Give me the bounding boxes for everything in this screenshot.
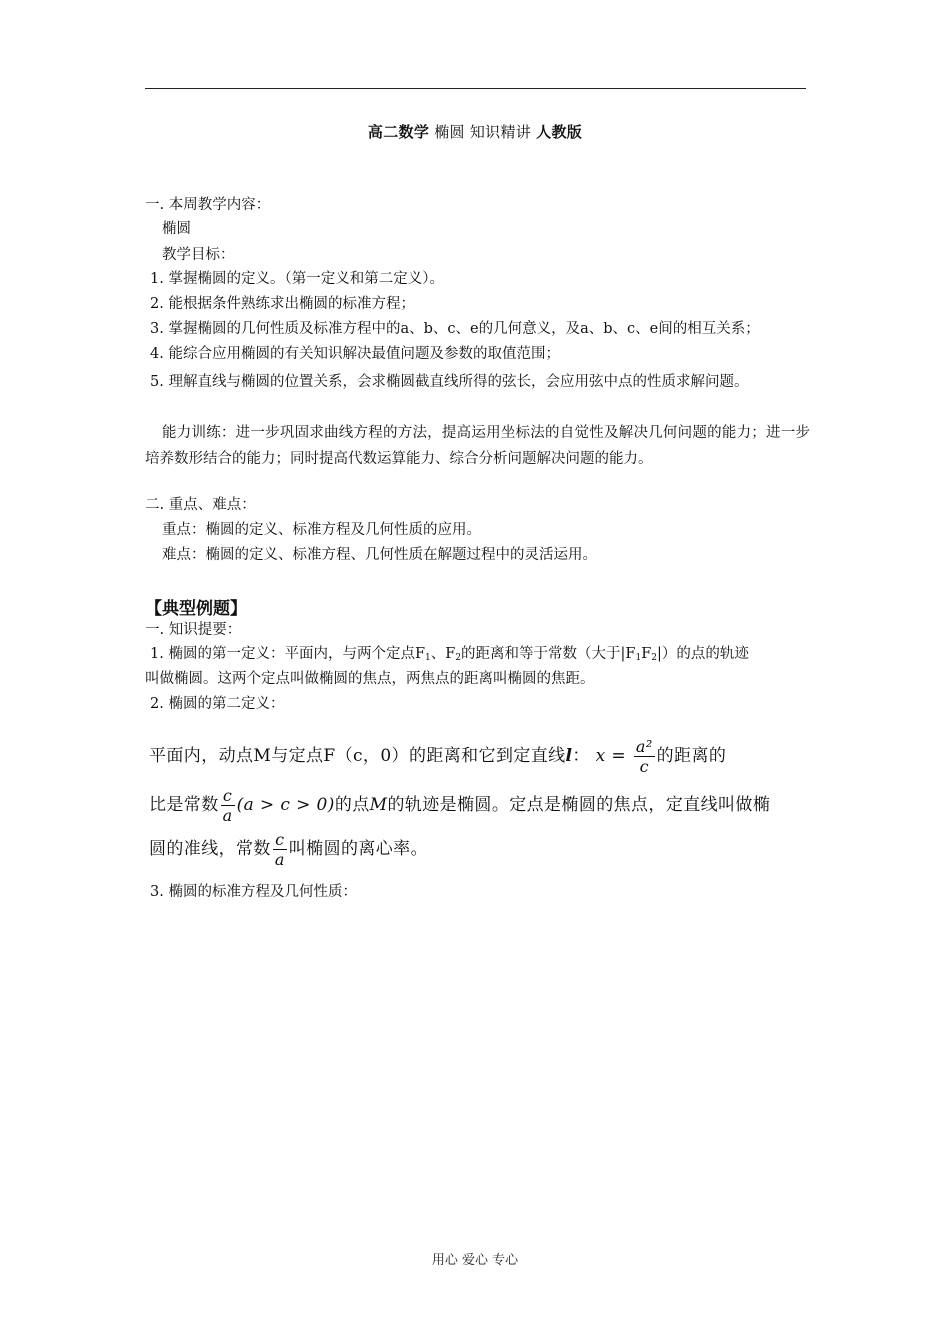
header-rule <box>145 88 806 89</box>
goal-item: 2. 能根据条件熟练求出椭圆的标准方程； <box>150 296 415 312</box>
section1-heading: 一. 本周教学内容： <box>145 197 271 213</box>
title-topic: 椭圆 知识精讲 <box>434 123 532 141</box>
goal-item: 3. 掌握椭圆的几何性质及标准方程中的a、b、c、e的几何意义，及a、b、c、e间的相互关系； <box>150 321 760 337</box>
goal-item: 4. 能综合应用椭圆的有关知识解决最值问题及参数的取值范围； <box>150 346 560 362</box>
title-edition: 人教版 <box>536 123 583 141</box>
ability-paragraph: 能力训练：进一步巩固求曲线方程的方法，提高运用坐标法的自觉性及解决几何问题的能力；进一步培养数形结合的能力；同时提高代数运算能力、综合分析问题解决问题的能力。 <box>145 425 810 467</box>
definition-2-line2: 比是常数 $\frac{c}{a}$ (a > c > 0)的点M的轨迹是椭圆。定点是椭圆的焦点，定直线叫做椭 <box>149 786 771 825</box>
definition-1: 1. 椭圆的第一定义：平面内，与两个定点$F_1$、$F_2$的距离和等于常数（大于$|F_1F_2|$）的点的轨迹 <box>150 646 749 663</box>
page-footer: 用心 爱心 专心 <box>431 1253 519 1268</box>
examples-heading: 【典型例题】 <box>145 599 247 619</box>
fraction-c-over-a: $\frac{c}{a}$ <box>274 830 285 869</box>
difficult-point: 难点：椭圆的定义、标准方程、几何性质在解题过程中的灵活运用。 <box>162 547 597 563</box>
definition-1-cont: 叫做椭圆。这两个定点叫做椭圆的焦点，两焦点的距离叫椭圆的焦距。 <box>145 671 595 687</box>
definition-2-label: 2. 椭圆的第二定义： <box>150 696 285 712</box>
standard-equation-item: 3. 椭圆的标准方程及几何性质： <box>150 884 357 900</box>
knowledge-heading: 一. 知识提要： <box>145 622 242 638</box>
goal-item: 1. 掌握椭圆的定义。（第一定义和第二定义）。 <box>150 271 444 287</box>
section1-topic: 椭圆 <box>162 221 191 237</box>
definition-2-line3: 圆的准线，常数 $\frac{c}{a}$ 叫椭圆的离心率。 <box>149 830 428 869</box>
goal-item: 5. 理解直线与椭圆的位置关系，会求椭圆截直线所得的弦长，会应用弦中点的性质求解问题。 <box>150 374 749 390</box>
page-title <box>0 121 950 142</box>
fraction-a2-over-c: $\frac{\text{a²}}{c}$ <box>635 737 653 776</box>
fraction-c-over-a: $\frac{c}{a}$ <box>222 786 233 825</box>
goals-label: 教学目标： <box>162 247 235 263</box>
key-point: 重点：椭圆的定义、标准方程及几何性质的应用。 <box>162 522 481 538</box>
title-subject: 高二数学 <box>367 123 430 141</box>
definition-2-line1: 平面内，动点M与定点F（c，0）的距离和它到定直线l： x = $\frac{\text{a²}}{c}$ 的距离的 <box>149 737 727 776</box>
section2-heading: 二. 重点、难点： <box>145 497 256 513</box>
